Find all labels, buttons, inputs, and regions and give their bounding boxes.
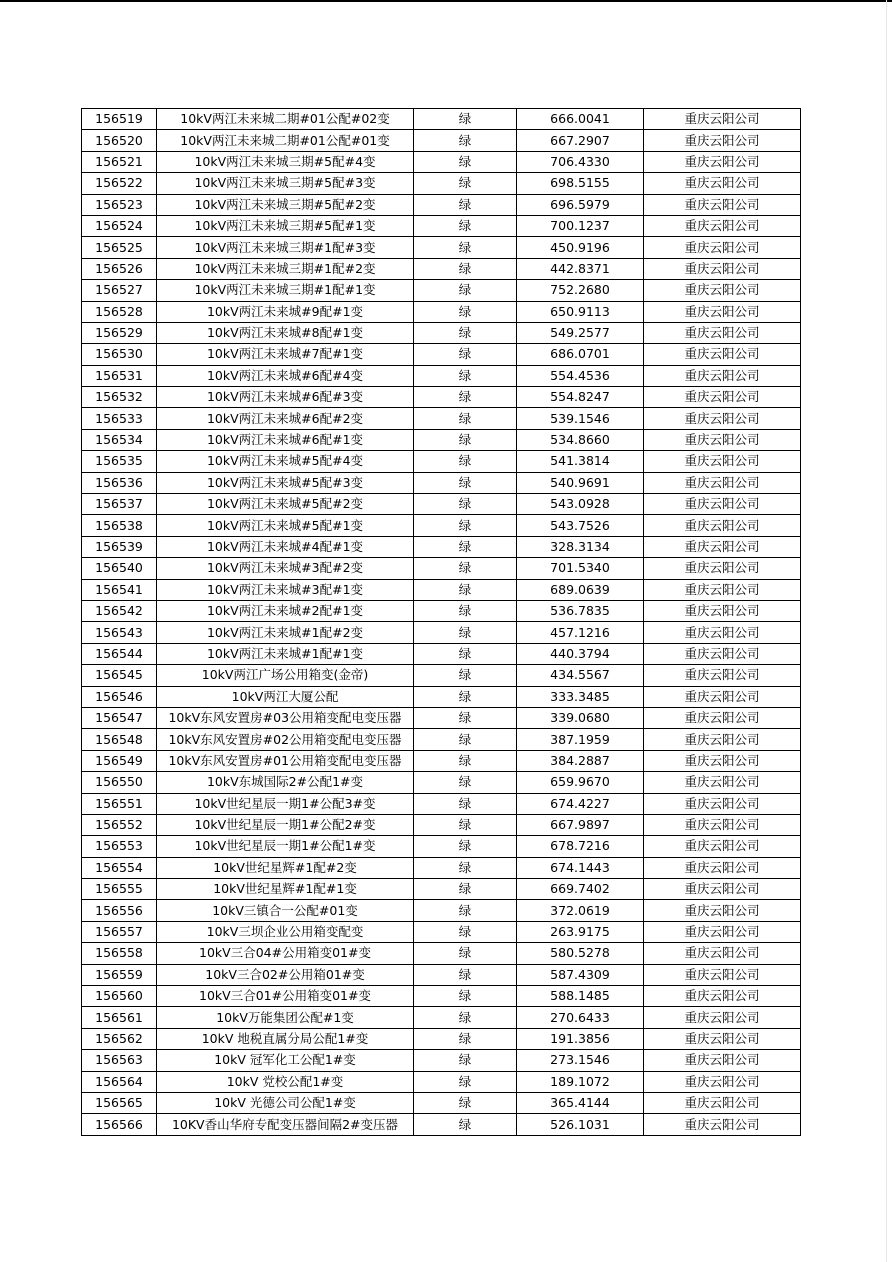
page-top-rule xyxy=(0,0,892,2)
row-status-cell: 绿 xyxy=(414,173,517,194)
row-value-cell: 189.1072 xyxy=(517,1071,644,1092)
row-value-cell: 450.9196 xyxy=(517,237,644,258)
row-name-cell: 10kV两江未来城二期#01公配#02变 xyxy=(157,109,414,130)
table-row xyxy=(82,600,801,621)
table-row xyxy=(82,494,801,515)
row-status-cell: 绿 xyxy=(414,750,517,771)
row-company-cell: 重庆云阳公司 xyxy=(644,879,801,900)
row-id-cell: 156564 xyxy=(82,1071,157,1092)
row-name-cell: 10kV两江未来城#5配#4变 xyxy=(157,451,414,472)
row-name-cell: 10kV三坝企业公用箱变配变 xyxy=(157,921,414,942)
row-company-cell: 重庆云阳公司 xyxy=(644,408,801,429)
row-id-cell: 156548 xyxy=(82,729,157,750)
row-id-cell: 156560 xyxy=(82,986,157,1007)
row-company-cell: 重庆云阳公司 xyxy=(644,814,801,835)
row-name-cell: 10KV香山华府专配变压器间隔2#变压器 xyxy=(157,1114,414,1135)
table-row xyxy=(82,1092,801,1113)
table-row xyxy=(82,215,801,236)
table-row xyxy=(82,964,801,985)
row-status-cell: 绿 xyxy=(414,665,517,686)
row-name-cell: 10kV两江未来城三期#5配#4变 xyxy=(157,151,414,172)
table-row xyxy=(82,173,801,194)
row-status-cell: 绿 xyxy=(414,429,517,450)
row-name-cell: 10kV两江未来城#6配#2变 xyxy=(157,408,414,429)
row-id-cell: 156534 xyxy=(82,429,157,450)
row-value-cell: 659.9670 xyxy=(517,772,644,793)
table-row xyxy=(82,151,801,172)
row-name-cell: 10kV两江广场公用箱变(金帝) xyxy=(157,665,414,686)
table-row xyxy=(82,686,801,707)
row-value-cell: 372.0619 xyxy=(517,900,644,921)
row-name-cell: 10kV世纪星辉#1配#1变 xyxy=(157,879,414,900)
row-id-cell: 156552 xyxy=(82,814,157,835)
row-name-cell: 10kV两江未来城#3配#2变 xyxy=(157,558,414,579)
table-row xyxy=(82,921,801,942)
table-row xyxy=(82,857,801,878)
row-value-cell: 333.3485 xyxy=(517,686,644,707)
row-value-cell: 588.1485 xyxy=(517,986,644,1007)
row-status-cell: 绿 xyxy=(414,558,517,579)
row-id-cell: 156550 xyxy=(82,772,157,793)
row-company-cell: 重庆云阳公司 xyxy=(644,772,801,793)
row-company-cell: 重庆云阳公司 xyxy=(644,857,801,878)
row-status-cell: 绿 xyxy=(414,900,517,921)
row-name-cell: 10kV两江未来城三期#5配#3变 xyxy=(157,173,414,194)
row-company-cell: 重庆云阳公司 xyxy=(644,472,801,493)
table-row xyxy=(82,194,801,215)
row-name-cell: 10kV东风安置房#02公用箱变配电变压器 xyxy=(157,729,414,750)
table-row xyxy=(82,472,801,493)
row-name-cell: 10kV两江未来城#3配#1变 xyxy=(157,579,414,600)
row-value-cell: 650.9113 xyxy=(517,301,644,322)
row-id-cell: 156531 xyxy=(82,365,157,386)
row-status-cell: 绿 xyxy=(414,707,517,728)
row-company-cell: 重庆云阳公司 xyxy=(644,258,801,279)
row-status-cell: 绿 xyxy=(414,879,517,900)
row-company-cell: 重庆云阳公司 xyxy=(644,215,801,236)
row-company-cell: 重庆云阳公司 xyxy=(644,964,801,985)
row-id-cell: 156546 xyxy=(82,686,157,707)
row-value-cell: 706.4330 xyxy=(517,151,644,172)
row-status-cell: 绿 xyxy=(414,408,517,429)
row-status-cell: 绿 xyxy=(414,600,517,621)
table-row xyxy=(82,408,801,429)
row-value-cell: 554.8247 xyxy=(517,387,644,408)
row-id-cell: 156524 xyxy=(82,215,157,236)
row-value-cell: 666.0041 xyxy=(517,109,644,130)
row-id-cell: 156544 xyxy=(82,643,157,664)
row-company-cell: 重庆云阳公司 xyxy=(644,280,801,301)
row-id-cell: 156562 xyxy=(82,1028,157,1049)
row-name-cell: 10kV万能集团公配#1变 xyxy=(157,1007,414,1028)
table-row xyxy=(82,1050,801,1071)
row-id-cell: 156523 xyxy=(82,194,157,215)
row-company-cell: 重庆云阳公司 xyxy=(644,301,801,322)
row-id-cell: 156535 xyxy=(82,451,157,472)
row-id-cell: 156538 xyxy=(82,515,157,536)
row-company-cell: 重庆云阳公司 xyxy=(644,750,801,771)
row-company-cell: 重庆云阳公司 xyxy=(644,536,801,557)
row-name-cell: 10kV两江大厦公配 xyxy=(157,686,414,707)
row-id-cell: 156519 xyxy=(82,109,157,130)
row-value-cell: 752.2680 xyxy=(517,280,644,301)
row-value-cell: 273.1546 xyxy=(517,1050,644,1071)
row-status-cell: 绿 xyxy=(414,943,517,964)
row-company-cell: 重庆云阳公司 xyxy=(644,643,801,664)
row-name-cell: 10kV两江未来城#1配#1变 xyxy=(157,643,414,664)
row-status-cell: 绿 xyxy=(414,986,517,1007)
row-value-cell: 270.6433 xyxy=(517,1007,644,1028)
row-status-cell: 绿 xyxy=(414,301,517,322)
row-status-cell: 绿 xyxy=(414,921,517,942)
row-value-cell: 543.0928 xyxy=(517,494,644,515)
row-value-cell: 587.4309 xyxy=(517,964,644,985)
row-id-cell: 156561 xyxy=(82,1007,157,1028)
row-value-cell: 667.2907 xyxy=(517,130,644,151)
row-value-cell: 539.1546 xyxy=(517,408,644,429)
row-company-cell: 重庆云阳公司 xyxy=(644,1092,801,1113)
row-id-cell: 156522 xyxy=(82,173,157,194)
table-row xyxy=(82,665,801,686)
row-company-cell: 重庆云阳公司 xyxy=(644,793,801,814)
row-id-cell: 156529 xyxy=(82,322,157,343)
table-row xyxy=(82,558,801,579)
row-name-cell: 10kV 地税直属分局公配1#变 xyxy=(157,1028,414,1049)
table-row xyxy=(82,622,801,643)
row-status-cell: 绿 xyxy=(414,1050,517,1071)
row-name-cell: 10kV两江未来城二期#01公配#01变 xyxy=(157,130,414,151)
row-value-cell: 534.8660 xyxy=(517,429,644,450)
row-value-cell: 442.8371 xyxy=(517,258,644,279)
row-status-cell: 绿 xyxy=(414,814,517,835)
row-status-cell: 绿 xyxy=(414,1028,517,1049)
row-value-cell: 580.5278 xyxy=(517,943,644,964)
table-row xyxy=(82,515,801,536)
row-company-cell: 重庆云阳公司 xyxy=(644,729,801,750)
row-value-cell: 674.1443 xyxy=(517,857,644,878)
row-status-cell: 绿 xyxy=(414,215,517,236)
row-name-cell: 10kV两江未来城#6配#3变 xyxy=(157,387,414,408)
row-value-cell: 541.3814 xyxy=(517,451,644,472)
row-id-cell: 156547 xyxy=(82,707,157,728)
row-value-cell: 543.7526 xyxy=(517,515,644,536)
row-id-cell: 156566 xyxy=(82,1114,157,1135)
row-company-cell: 重庆云阳公司 xyxy=(644,943,801,964)
row-name-cell: 10kV两江未来城#4配#1变 xyxy=(157,536,414,557)
row-status-cell: 绿 xyxy=(414,515,517,536)
row-company-cell: 重庆云阳公司 xyxy=(644,1071,801,1092)
row-company-cell: 重庆云阳公司 xyxy=(644,451,801,472)
row-company-cell: 重庆云阳公司 xyxy=(644,836,801,857)
row-status-cell: 绿 xyxy=(414,1007,517,1028)
row-name-cell: 10kV世纪星辰一期1#公配2#变 xyxy=(157,814,414,835)
table-row xyxy=(82,750,801,771)
row-company-cell: 重庆云阳公司 xyxy=(644,558,801,579)
row-company-cell: 重庆云阳公司 xyxy=(644,1114,801,1135)
row-status-cell: 绿 xyxy=(414,151,517,172)
table-row xyxy=(82,365,801,386)
row-status-cell: 绿 xyxy=(414,258,517,279)
row-status-cell: 绿 xyxy=(414,793,517,814)
row-id-cell: 156540 xyxy=(82,558,157,579)
row-company-cell: 重庆云阳公司 xyxy=(644,515,801,536)
row-id-cell: 156555 xyxy=(82,879,157,900)
row-company-cell: 重庆云阳公司 xyxy=(644,921,801,942)
table-row xyxy=(82,109,801,130)
row-status-cell: 绿 xyxy=(414,772,517,793)
row-status-cell: 绿 xyxy=(414,536,517,557)
row-id-cell: 156553 xyxy=(82,836,157,857)
row-value-cell: 263.9175 xyxy=(517,921,644,942)
row-value-cell: 365.4144 xyxy=(517,1092,644,1113)
table-row xyxy=(82,1114,801,1135)
row-company-cell: 重庆云阳公司 xyxy=(644,1007,801,1028)
row-status-cell: 绿 xyxy=(414,494,517,515)
row-status-cell: 绿 xyxy=(414,365,517,386)
row-name-cell: 10kV两江未来城#7配#1变 xyxy=(157,344,414,365)
row-name-cell: 10kV 党校公配1#变 xyxy=(157,1071,414,1092)
row-company-cell: 重庆云阳公司 xyxy=(644,322,801,343)
row-id-cell: 156559 xyxy=(82,964,157,985)
table-row xyxy=(82,451,801,472)
table-row xyxy=(82,943,801,964)
row-id-cell: 156565 xyxy=(82,1092,157,1113)
row-value-cell: 540.9691 xyxy=(517,472,644,493)
row-value-cell: 387.1959 xyxy=(517,729,644,750)
row-value-cell: 384.2887 xyxy=(517,750,644,771)
row-name-cell: 10kV两江未来城#6配#1变 xyxy=(157,429,414,450)
row-value-cell: 678.7216 xyxy=(517,836,644,857)
row-name-cell: 10kV两江未来城#5配#2变 xyxy=(157,494,414,515)
row-value-cell: 689.0639 xyxy=(517,579,644,600)
row-company-cell: 重庆云阳公司 xyxy=(644,494,801,515)
row-company-cell: 重庆云阳公司 xyxy=(644,387,801,408)
row-company-cell: 重庆云阳公司 xyxy=(644,173,801,194)
row-value-cell: 440.3794 xyxy=(517,643,644,664)
row-id-cell: 156521 xyxy=(82,151,157,172)
row-company-cell: 重庆云阳公司 xyxy=(644,622,801,643)
row-company-cell: 重庆云阳公司 xyxy=(644,986,801,1007)
row-id-cell: 156543 xyxy=(82,622,157,643)
row-company-cell: 重庆云阳公司 xyxy=(644,900,801,921)
row-company-cell: 重庆云阳公司 xyxy=(644,707,801,728)
table-row xyxy=(82,536,801,557)
row-company-cell: 重庆云阳公司 xyxy=(644,429,801,450)
row-id-cell: 156539 xyxy=(82,536,157,557)
table-row xyxy=(82,836,801,857)
row-company-cell: 重庆云阳公司 xyxy=(644,151,801,172)
table-row xyxy=(82,579,801,600)
row-id-cell: 156542 xyxy=(82,600,157,621)
row-name-cell: 10kV两江未来城#6配#4变 xyxy=(157,365,414,386)
row-name-cell: 10kV 光德公司公配1#变 xyxy=(157,1092,414,1113)
row-value-cell: 667.9897 xyxy=(517,814,644,835)
row-value-cell: 191.3856 xyxy=(517,1028,644,1049)
row-id-cell: 156537 xyxy=(82,494,157,515)
row-id-cell: 156541 xyxy=(82,579,157,600)
page-right-edge xyxy=(886,0,887,1262)
row-company-cell: 重庆云阳公司 xyxy=(644,194,801,215)
row-status-cell: 绿 xyxy=(414,194,517,215)
row-status-cell: 绿 xyxy=(414,836,517,857)
row-name-cell: 10kV东城国际2#公配1#变 xyxy=(157,772,414,793)
row-name-cell: 10kV两江未来城#9配#1变 xyxy=(157,301,414,322)
row-id-cell: 156530 xyxy=(82,344,157,365)
row-id-cell: 156563 xyxy=(82,1050,157,1071)
table-row xyxy=(82,879,801,900)
table-row xyxy=(82,793,801,814)
row-name-cell: 10kV两江未来城#1配#2变 xyxy=(157,622,414,643)
row-value-cell: 669.7402 xyxy=(517,879,644,900)
row-name-cell: 10kV两江未来城三期#5配#2变 xyxy=(157,194,414,215)
row-id-cell: 156545 xyxy=(82,665,157,686)
table-row xyxy=(82,258,801,279)
row-value-cell: 698.5155 xyxy=(517,173,644,194)
row-value-cell: 700.1237 xyxy=(517,215,644,236)
row-status-cell: 绿 xyxy=(414,579,517,600)
row-value-cell: 696.5979 xyxy=(517,194,644,215)
table-row xyxy=(82,814,801,835)
row-id-cell: 156536 xyxy=(82,472,157,493)
row-status-cell: 绿 xyxy=(414,1114,517,1135)
row-company-cell: 重庆云阳公司 xyxy=(644,579,801,600)
row-status-cell: 绿 xyxy=(414,130,517,151)
row-name-cell: 10kV两江未来城三期#1配#1变 xyxy=(157,280,414,301)
row-status-cell: 绿 xyxy=(414,344,517,365)
row-name-cell: 10kV世纪星辰一期1#公配1#变 xyxy=(157,836,414,857)
table-row xyxy=(82,729,801,750)
row-name-cell: 10kV两江未来城#2配#1变 xyxy=(157,600,414,621)
row-id-cell: 156525 xyxy=(82,237,157,258)
row-status-cell: 绿 xyxy=(414,109,517,130)
row-value-cell: 434.5567 xyxy=(517,665,644,686)
table-row xyxy=(82,344,801,365)
table-row xyxy=(82,429,801,450)
row-company-cell: 重庆云阳公司 xyxy=(644,686,801,707)
table-row xyxy=(82,1071,801,1092)
row-id-cell: 156557 xyxy=(82,921,157,942)
row-id-cell: 156554 xyxy=(82,857,157,878)
row-value-cell: 554.4536 xyxy=(517,365,644,386)
row-name-cell: 10kV三合02#公用箱01#变 xyxy=(157,964,414,985)
row-name-cell: 10kV两江未来城三期#5配#1变 xyxy=(157,215,414,236)
row-value-cell: 328.3134 xyxy=(517,536,644,557)
table-row xyxy=(82,322,801,343)
row-status-cell: 绿 xyxy=(414,1092,517,1113)
row-company-cell: 重庆云阳公司 xyxy=(644,1028,801,1049)
row-name-cell: 10kV东风安置房#01公用箱变配电变压器 xyxy=(157,750,414,771)
row-name-cell: 10kV两江未来城#5配#3变 xyxy=(157,472,414,493)
row-status-cell: 绿 xyxy=(414,237,517,258)
row-id-cell: 156527 xyxy=(82,280,157,301)
row-name-cell: 10kV两江未来城#5配#1变 xyxy=(157,515,414,536)
row-name-cell: 10kV两江未来城#8配#1变 xyxy=(157,322,414,343)
row-value-cell: 526.1031 xyxy=(517,1114,644,1135)
row-status-cell: 绿 xyxy=(414,857,517,878)
row-name-cell: 10kV三合04#公用箱变01#变 xyxy=(157,943,414,964)
row-company-cell: 重庆云阳公司 xyxy=(644,109,801,130)
table-row xyxy=(82,387,801,408)
row-id-cell: 156549 xyxy=(82,750,157,771)
row-id-cell: 156551 xyxy=(82,793,157,814)
row-value-cell: 701.5340 xyxy=(517,558,644,579)
row-company-cell: 重庆云阳公司 xyxy=(644,665,801,686)
row-status-cell: 绿 xyxy=(414,686,517,707)
table-row xyxy=(82,986,801,1007)
row-value-cell: 339.0680 xyxy=(517,707,644,728)
row-name-cell: 10kV世纪星辰一期1#公配3#变 xyxy=(157,793,414,814)
table-row xyxy=(82,707,801,728)
row-name-cell: 10kV三合01#公用箱变01#变 xyxy=(157,986,414,1007)
table-row xyxy=(82,237,801,258)
row-id-cell: 156556 xyxy=(82,900,157,921)
row-company-cell: 重庆云阳公司 xyxy=(644,130,801,151)
row-status-cell: 绿 xyxy=(414,451,517,472)
row-name-cell: 10kV两江未来城三期#1配#2变 xyxy=(157,258,414,279)
row-status-cell: 绿 xyxy=(414,729,517,750)
row-name-cell: 10kV 冠军化工公配1#变 xyxy=(157,1050,414,1071)
table-row xyxy=(82,643,801,664)
row-company-cell: 重庆云阳公司 xyxy=(644,600,801,621)
row-value-cell: 549.2577 xyxy=(517,322,644,343)
row-name-cell: 10kV两江未来城三期#1配#3变 xyxy=(157,237,414,258)
table-row xyxy=(82,130,801,151)
row-id-cell: 156532 xyxy=(82,387,157,408)
row-id-cell: 156558 xyxy=(82,943,157,964)
row-value-cell: 686.0701 xyxy=(517,344,644,365)
row-value-cell: 674.4227 xyxy=(517,793,644,814)
transformer-table xyxy=(81,108,801,1136)
row-value-cell: 536.7835 xyxy=(517,600,644,621)
row-status-cell: 绿 xyxy=(414,964,517,985)
row-company-cell: 重庆云阳公司 xyxy=(644,365,801,386)
table-row xyxy=(82,1007,801,1028)
row-id-cell: 156533 xyxy=(82,408,157,429)
row-status-cell: 绿 xyxy=(414,1071,517,1092)
table-row xyxy=(82,301,801,322)
table-row xyxy=(82,1028,801,1049)
row-id-cell: 156526 xyxy=(82,258,157,279)
row-status-cell: 绿 xyxy=(414,387,517,408)
row-id-cell: 156528 xyxy=(82,301,157,322)
row-company-cell: 重庆云阳公司 xyxy=(644,344,801,365)
row-company-cell: 重庆云阳公司 xyxy=(644,1050,801,1071)
table-body xyxy=(82,109,801,1136)
row-status-cell: 绿 xyxy=(414,472,517,493)
row-id-cell: 156520 xyxy=(82,130,157,151)
row-name-cell: 10kV世纪星辉#1配#2变 xyxy=(157,857,414,878)
row-status-cell: 绿 xyxy=(414,622,517,643)
row-name-cell: 10kV东风安置房#03公用箱变配电变压器 xyxy=(157,707,414,728)
table-row xyxy=(82,900,801,921)
row-status-cell: 绿 xyxy=(414,643,517,664)
table-row xyxy=(82,280,801,301)
row-company-cell: 重庆云阳公司 xyxy=(644,237,801,258)
row-name-cell: 10kV三镇合一公配#01变 xyxy=(157,900,414,921)
row-status-cell: 绿 xyxy=(414,322,517,343)
row-value-cell: 457.1216 xyxy=(517,622,644,643)
table-row xyxy=(82,772,801,793)
row-status-cell: 绿 xyxy=(414,280,517,301)
